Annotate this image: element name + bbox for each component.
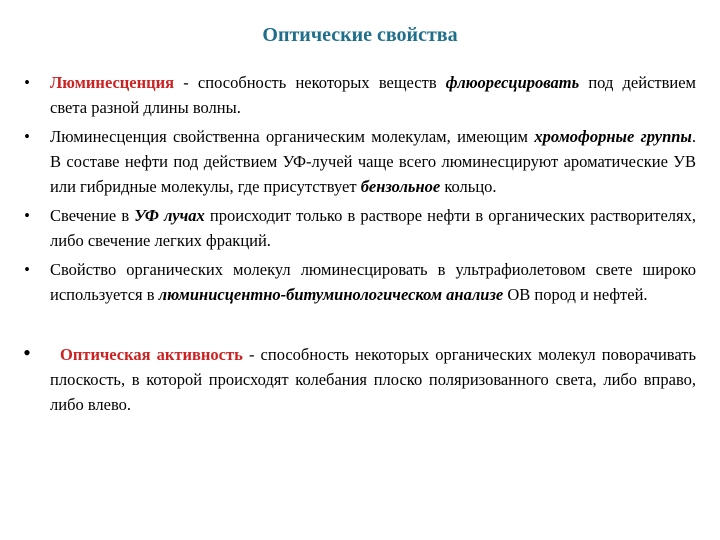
slide-title: Оптические свойства: [262, 24, 458, 46]
bullet-uv-analysis: • Свойство органических молекул люминесцировать в ультрафиолетовом свете широко используется в люминисцентно-битуминологическом анализе ОВ пород и нефтей.: [20, 257, 696, 307]
bullet-dot-icon: •: [24, 127, 30, 146]
emphasis-uv-rays: УФ лучах: [134, 206, 205, 225]
bullet-luminescence-definition: • Люминесценция - способность некоторых веществ флюоресцировать под действием света разной длины волны.: [20, 70, 696, 120]
emphasis-benzene: бензольное: [360, 177, 441, 196]
bullet-uv-glow: • Свечение в УФ лучах происходит только в растворе нефти в органических растворителях, либо свечение легких фракций.: [20, 203, 696, 253]
bullet-dot-icon: •: [24, 73, 30, 92]
bullet-dot-icon: •: [23, 340, 31, 365]
bullet-dot-icon: •: [24, 260, 30, 279]
term-optical-activity: Оптическая активность: [60, 345, 243, 364]
bullet-list: [20, 70, 696, 421]
emphasis-bitumen-analysis: люминисцентно-битуминологическом анализе: [158, 285, 504, 304]
bullet-dot-icon: •: [24, 206, 30, 225]
term-luminescence: Люминесценция: [50, 73, 175, 92]
bullet-luminescence-organic: • Люминесценция свойственна органическим молекулам, имеющим хромофорные группы. В составе нефти под действием УФ-лучей чаще всего люминесцируют ароматические УВ или гибридные молекулы, где присутствует бензольное кольцо.: [20, 124, 696, 199]
bullet-optical-activity: • Оптическая активность - способность некоторых органических молекул поворачивать плоскость, в которой происходят колебания плоско поляризованного света, либо вправо, либо влево.: [20, 342, 696, 417]
emphasis-fluoresce: флюоресцировать: [445, 73, 580, 92]
emphasis-chromophore: хромофорные группы: [534, 127, 692, 146]
